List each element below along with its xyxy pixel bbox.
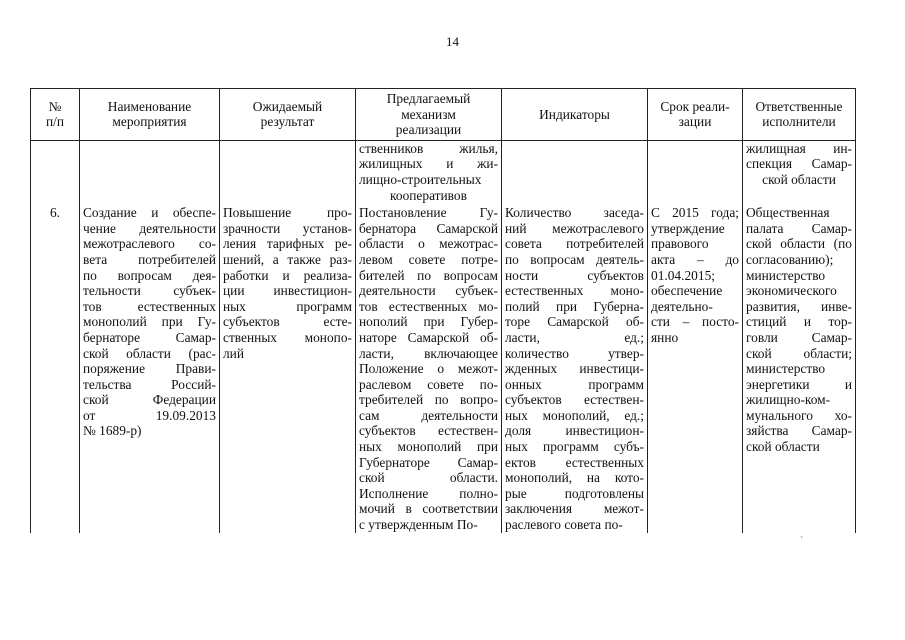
text-line: янно bbox=[651, 329, 679, 345]
text-line: лищно-строительных bbox=[359, 171, 482, 187]
text-line: ласти, ед.; bbox=[505, 329, 644, 345]
text-line: механизм bbox=[401, 106, 456, 122]
text-line: утверждение bbox=[651, 220, 725, 236]
text-line: ственных монопо- bbox=[223, 329, 352, 345]
text-line: ской области (рас- bbox=[83, 345, 216, 361]
text-line: экономического bbox=[746, 283, 837, 299]
header-name-text bbox=[83, 99, 216, 130]
row6-result-text bbox=[223, 205, 352, 361]
text-line: шений, а также раз- bbox=[223, 251, 352, 267]
text-line: ции инвестицион- bbox=[223, 283, 352, 299]
text-line: поряжение Прави- bbox=[83, 361, 216, 377]
text-line: зрачности установ- bbox=[223, 220, 352, 236]
text-line: Индикаторы bbox=[539, 106, 610, 122]
text-line: Исполнение полно- bbox=[359, 485, 498, 501]
cont-name-cell bbox=[80, 140, 220, 203]
text-line: Повышение про- bbox=[223, 205, 352, 221]
text-line: Положение о межот- bbox=[359, 361, 498, 377]
text-line: 01.04.2015; bbox=[651, 267, 715, 283]
header-responsible bbox=[743, 89, 856, 141]
text-line: области о межотрас- bbox=[359, 236, 498, 252]
header-mechanism-text bbox=[359, 91, 498, 138]
text-line: лий bbox=[223, 345, 245, 361]
text-line: межотраслевого со- bbox=[83, 236, 216, 252]
text-line: ской области bbox=[746, 439, 820, 455]
text-line: обеспечение bbox=[651, 283, 723, 299]
text-line: естественных моно- bbox=[505, 283, 644, 299]
measures-table bbox=[30, 88, 856, 533]
text-line: наторе Самарской об- bbox=[359, 329, 498, 345]
cont-mechanism-cell bbox=[356, 140, 502, 203]
text-line: с утвержденным По- bbox=[359, 517, 478, 533]
text-line: ской Федерации bbox=[83, 392, 216, 408]
text-line: левом совете потре- bbox=[359, 251, 498, 267]
text-line: № bbox=[48, 98, 62, 114]
row6-responsible-text bbox=[746, 205, 852, 455]
page-number: 14 bbox=[446, 34, 459, 49]
text-line: исполнители bbox=[762, 114, 836, 130]
row6-number: 6. bbox=[49, 205, 61, 221]
text-line: ности субъектов bbox=[505, 267, 644, 283]
text-line: жденных инвестици- bbox=[505, 361, 644, 377]
scan-mark: ` bbox=[800, 536, 804, 547]
text-line: Постановление Гу- bbox=[359, 205, 498, 221]
header-mechanism bbox=[356, 89, 502, 141]
row6-indicators-cell bbox=[502, 203, 648, 532]
text-line: Количество заседа- bbox=[505, 205, 644, 221]
row6-number-cell bbox=[31, 203, 80, 532]
header-term-text bbox=[651, 99, 739, 130]
text-line: палата Самар- bbox=[746, 220, 852, 236]
text-line: Наименование bbox=[107, 98, 192, 114]
text-line: Общественная bbox=[746, 205, 830, 221]
text-line: мероприятия bbox=[112, 114, 187, 130]
text-line: чение деятельности bbox=[83, 220, 216, 236]
text-line: по вопросам деятель- bbox=[505, 251, 644, 267]
row6-indicators-text bbox=[505, 205, 644, 532]
text-line: спекция Самар- bbox=[746, 156, 852, 172]
text-line: ных монополий при bbox=[359, 439, 498, 455]
text-line: ных программ субъ- bbox=[505, 439, 644, 455]
text-line: тельности субъек- bbox=[83, 283, 216, 299]
header-row bbox=[31, 89, 856, 141]
text-line: раслевом совете по- bbox=[359, 376, 498, 392]
text-line: монополий при Гу- bbox=[83, 314, 216, 330]
row6-name-cell bbox=[80, 203, 220, 532]
text-line: министерство bbox=[746, 361, 826, 377]
text-line: тельства Россий- bbox=[83, 376, 216, 392]
text-line: говли Самар- bbox=[746, 329, 852, 345]
text-line: ления тарифных ре- bbox=[223, 236, 352, 252]
text-line: вета потребителей bbox=[83, 251, 216, 267]
text-line: ектов естественных bbox=[505, 454, 644, 470]
text-line: деятельности субъек- bbox=[359, 283, 498, 299]
text-line: нополий при Губер- bbox=[359, 314, 498, 330]
header-result bbox=[220, 89, 356, 141]
text-line: количество утвер- bbox=[505, 345, 644, 361]
row6-term-text bbox=[651, 205, 739, 345]
text-line: бителей по вопросам bbox=[359, 267, 498, 283]
text-line: требителей по вопро- bbox=[359, 392, 498, 408]
text-line: жилищных и жи- bbox=[359, 156, 498, 172]
row6-responsible-cell bbox=[743, 203, 856, 532]
text-line: результат bbox=[260, 114, 315, 130]
text-line: № 1689-р) bbox=[83, 423, 142, 439]
text-line: ласти, включающее bbox=[359, 345, 498, 361]
text-line: торе Самарской об- bbox=[505, 314, 644, 330]
cont-mechanism-text bbox=[359, 141, 498, 203]
header-number-text bbox=[34, 99, 76, 130]
text-line: стиций и тор- bbox=[746, 314, 852, 330]
header-indicators-text bbox=[505, 107, 644, 123]
text-line: сам деятельности bbox=[359, 407, 498, 423]
text-line: зации bbox=[678, 114, 712, 130]
text-line: согласованию); bbox=[746, 251, 834, 267]
text-line: ской области. bbox=[359, 470, 498, 486]
text-line: раслевого совета по- bbox=[505, 517, 623, 533]
text-line: развития, инве- bbox=[746, 298, 852, 314]
text-line: субъектов естествен- bbox=[505, 392, 644, 408]
text-line: зяйства Самар- bbox=[746, 423, 852, 439]
text-line: ственников жилья, bbox=[359, 140, 498, 156]
header-result-text bbox=[223, 99, 352, 130]
text-line: жилищная ин- bbox=[746, 140, 852, 156]
text-line: онных программ bbox=[505, 376, 644, 392]
header-indicators bbox=[502, 89, 648, 141]
cont-number-cell bbox=[31, 140, 80, 203]
cont-responsible-text bbox=[746, 141, 852, 188]
text-line: акта – до bbox=[651, 251, 739, 267]
text-line: Ожидаемый bbox=[252, 98, 323, 114]
text-line: от 19.09.2013 bbox=[83, 407, 216, 423]
header-number bbox=[31, 89, 80, 141]
text-line: заключения межот- bbox=[505, 501, 644, 517]
text-line: монополий, на кото- bbox=[505, 470, 644, 486]
cont-result-cell bbox=[220, 140, 356, 203]
text-line: сти – посто- bbox=[651, 314, 739, 330]
text-line: по вопросам дея- bbox=[83, 267, 216, 283]
text-line: ных программ bbox=[223, 298, 352, 314]
cont-indicators-cell bbox=[502, 140, 648, 203]
text-line: бернатора Самарской bbox=[359, 220, 498, 236]
text-line: Срок реали- bbox=[660, 98, 730, 114]
text-line: правового bbox=[651, 236, 709, 252]
cont-responsible-cell bbox=[743, 140, 856, 203]
row6-mechanism-text bbox=[359, 205, 498, 532]
text-line: субъектов есте- bbox=[223, 314, 352, 330]
text-line: мочий в соответствии bbox=[359, 501, 498, 517]
text-line: ской области bbox=[762, 171, 836, 187]
text-line: ской области; bbox=[746, 345, 852, 361]
table-row-6 bbox=[31, 203, 856, 532]
text-line: жилищно-ком- bbox=[746, 392, 831, 408]
text-line: бернаторе Самар- bbox=[83, 329, 216, 345]
text-line: кооперативов bbox=[390, 187, 467, 203]
text-line: ний межотраслевого bbox=[505, 220, 644, 236]
header-responsible-text bbox=[746, 99, 852, 130]
text-line: министерство bbox=[746, 267, 826, 283]
text-line: С 2015 года; bbox=[651, 205, 739, 221]
text-line: мунального хо- bbox=[746, 407, 852, 423]
text-line: Предлагаемый bbox=[386, 91, 471, 106]
row6-mechanism-cell bbox=[356, 203, 502, 532]
text-line: полий при Губерна- bbox=[505, 298, 644, 314]
text-line: Губернаторе Самар- bbox=[359, 454, 498, 470]
text-line: ской области (по bbox=[746, 236, 852, 252]
table-row-continuation bbox=[31, 140, 856, 203]
text-line: рые подготовлены bbox=[505, 485, 644, 501]
text-line: субъектов естествен- bbox=[359, 423, 498, 439]
text-line: деятельно- bbox=[651, 298, 713, 314]
text-line: реализации bbox=[395, 122, 462, 138]
header-term bbox=[648, 89, 743, 141]
row6-name-text bbox=[83, 205, 216, 439]
text-line: ных монополий, ед.; bbox=[505, 407, 644, 423]
text-line: Создание и обеспе- bbox=[83, 205, 216, 221]
text-line: тов естественных мо- bbox=[359, 298, 498, 314]
row6-result-cell bbox=[220, 203, 356, 532]
text-line: п/п bbox=[45, 114, 65, 130]
text-line: Ответственные bbox=[755, 98, 843, 114]
text-line: доля инвестицион- bbox=[505, 423, 644, 439]
header-name bbox=[80, 89, 220, 141]
text-line: работки и реализа- bbox=[223, 267, 352, 283]
text-line: тов естественных bbox=[83, 298, 216, 314]
text-line: совета потребителей bbox=[505, 236, 644, 252]
text-line: энергетики и bbox=[746, 376, 852, 392]
cont-term-cell bbox=[648, 140, 743, 203]
row6-term-cell bbox=[648, 203, 743, 532]
